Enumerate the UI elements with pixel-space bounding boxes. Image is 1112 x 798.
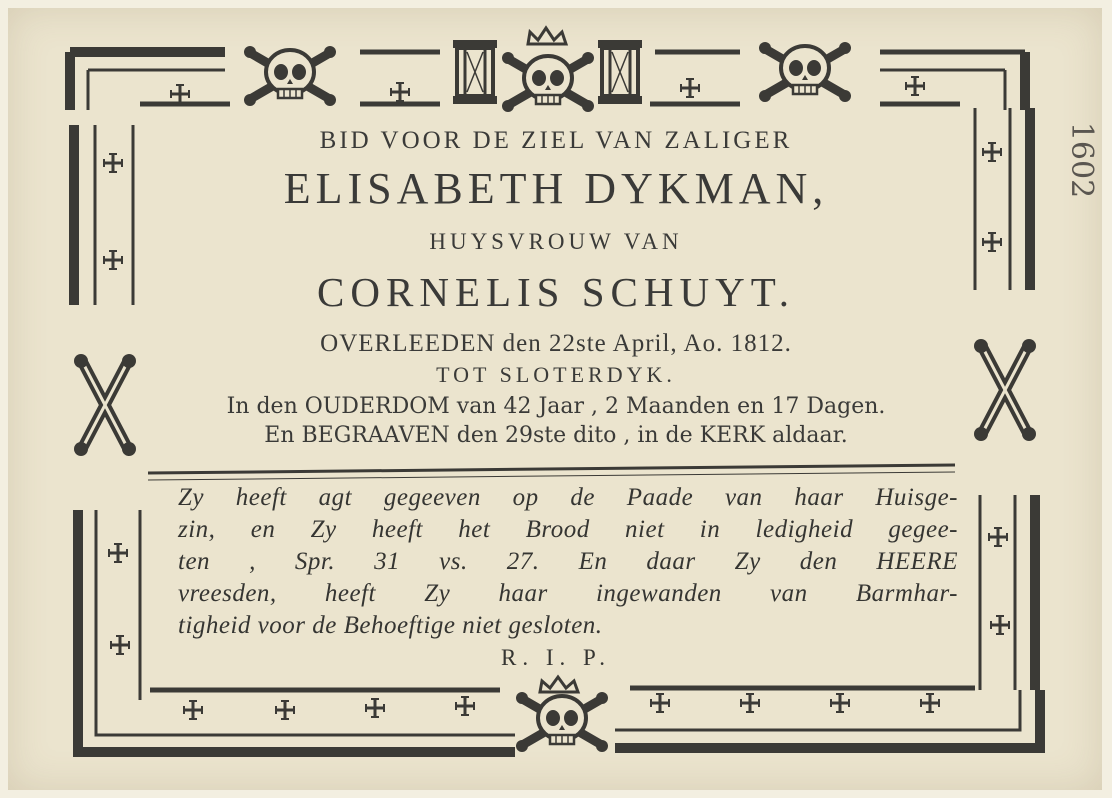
verse-line: Zy heeft agt gegeeven op de Paade van haar Huisge- xyxy=(178,484,958,511)
age-line: In den OUDERDOM van 42 Jaar , 2 Maanden en 17 Dagen. xyxy=(226,394,886,419)
closing-rip: R. I. P. xyxy=(501,645,611,670)
verse-line: tigheid voor de Behoeftige niet gesloten. xyxy=(178,612,603,639)
verse-line: zin, en Zy heeft het Brood niet in ledigheid gegee- xyxy=(178,516,958,543)
verse-line: ten , Spr. 31 vs. 27. En daar Zy den HEERE xyxy=(178,548,958,575)
burial-line: En BEGRAAVEN den 29ste dito , in de KERK aldaar. xyxy=(264,423,848,448)
deceased-name: ELISABETH DYKMAN, xyxy=(283,164,829,213)
handwritten-margin-note xyxy=(1052,105,1099,215)
death-date: OVERLEEDEN den 22ste April, Ao. 1812. xyxy=(320,330,792,357)
relation-line: HUYSVROUW VAN xyxy=(429,229,683,254)
verse-line: vreesden, heeft Zy haar ingewanden van Barmhar- xyxy=(178,580,958,607)
heading-prayer: BID VOOR DE ZIEL VAN ZALIGER xyxy=(319,127,793,154)
spouse-name: CORNELIS SCHUYT. xyxy=(317,269,795,315)
margin-note-text: 1602 xyxy=(1064,121,1099,199)
death-place: TOT SLOTERDYK. xyxy=(436,362,676,387)
